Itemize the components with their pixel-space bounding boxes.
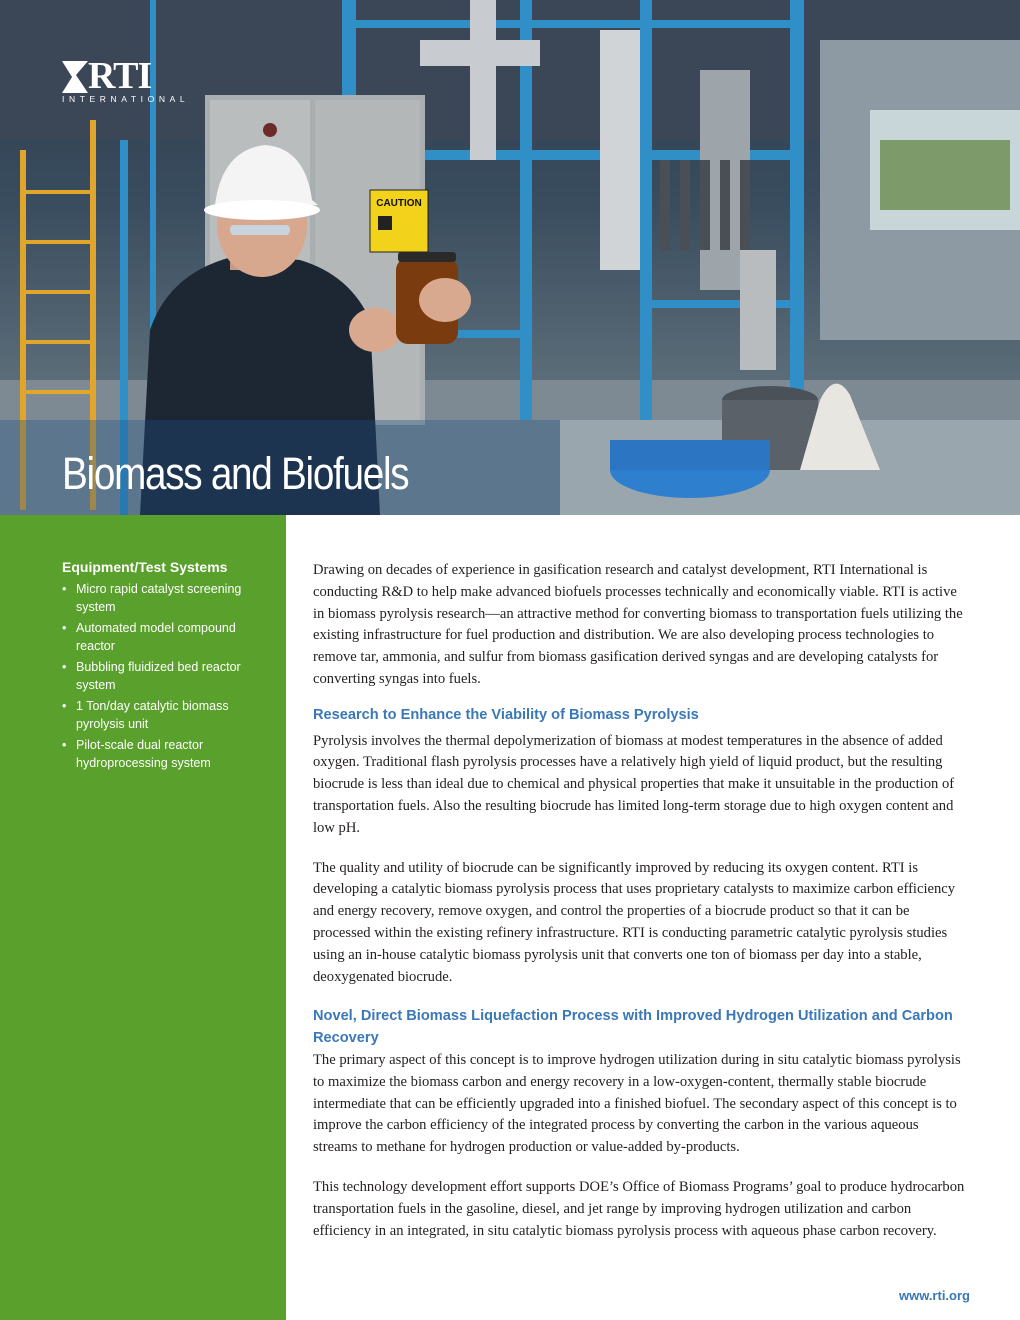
section1-heading: Research to Enhance the Viability of Biomass Pyrolysis	[313, 706, 699, 723]
logo-name: RTI	[88, 55, 152, 97]
hero-photo	[0, 0, 1020, 515]
section2-paragraph-1: The primary aspect of this concept is to improve hydrogen utilization during in situ catalytic biomass pyrolysis to maximize the biomass carbon and energy recovery in a low-oxygen-content, thermally stable biocrude intermediate that can be efficiently upgraded into a finished biofuel. The secondary aspect of this concept is to improve the carbon efficiency of the integrated process by converting the carbon in the various aqueous streams to methane for hydrogen production or value-added by-products.	[313, 1051, 961, 1156]
list-item	[62, 620, 272, 655]
sidebar-heading: Equipment/Test Systems	[62, 559, 228, 575]
bullet-icon: •	[62, 621, 67, 635]
list-item	[62, 659, 272, 694]
website-link[interactable]: www.rti.org	[898, 1288, 970, 1303]
main-content	[313, 560, 965, 1254]
section2-paragraph-2: This technology development effort supports DOE’s Office of Biomass Programs’ goal to produce hydrocarbon transportation fuels in the gasoline, diesel, and jet range by improving hydrogen utilization and carbon efficiency in an integrated, in situ catalytic biomass pyrolysis process with aqueous phase carbon recovery.	[313, 1178, 965, 1239]
bullet-icon: •	[62, 699, 67, 713]
list-item	[62, 737, 272, 772]
sidebar	[0, 515, 286, 1320]
rti-logo-mark-icon	[60, 59, 90, 95]
list-item-text: Micro rapid catalyst screening system	[76, 582, 242, 614]
intro-paragraph: Drawing on decades of experience in gasification research and catalyst development, RTI International is conducting R&D to help make advanced biofuels processes technically and economically viable. RTI is active in biomass pyrolysis research—an attractive method for converting biomass to transportation fuels utilizing the existing infrastructure for fuel production and distribution. We are also developing process technologies to remove tar, ammonia, and sulfur from biomass gasification derived syngas and are developing catalysts for converting syngas into fuels.	[313, 562, 963, 687]
list-item	[62, 581, 272, 616]
list-item-text: 1 Ton/day catalytic biomass pyrolysis unit	[76, 699, 229, 731]
rti-logo	[60, 55, 190, 106]
list-item	[62, 698, 272, 733]
bullet-icon: •	[62, 660, 67, 674]
list-item-text: Pilot-scale dual reactor hydroprocessing system	[76, 738, 211, 770]
bullet-icon: •	[62, 738, 67, 752]
list-item-text: Bubbling fluidized bed reactor system	[76, 660, 241, 692]
logo-subtitle: INTERNATIONAL	[62, 94, 190, 104]
section1-paragraph-1: Pyrolysis involves the thermal depolymerization of biomass at modest temperatures in the absence of added oxygen. Traditional flash pyrolysis processes have a relatively high yield of liquid product, but the resulting biocrude is less than ideal due to chemical and physical properties that make it unsuitable in the production of transportation fuels. Also the resulting biocrude has limited long-term storage due to high oxygen content and low pH.	[313, 732, 955, 836]
bullet-icon: •	[62, 582, 67, 596]
equipment-list	[62, 581, 272, 776]
section2-heading: Novel, Direct Biomass Liquefaction Process with Improved Hydrogen Utilization and Carbon Recovery	[313, 1008, 953, 1047]
section1-paragraph-2: The quality and utility of biocrude can be significantly improved by reducing its oxygen content. RTI is developing a catalytic biomass pyrolysis process that uses proprietary catalysts to maximize carbon efficiency and energy recovery, remove oxygen, and control the properties of a biocrude product so that it can be processed within the existing refinery infrastructure. RTI is conducting parametric catalytic pyrolysis studies using an in-house catalytic biomass pyrolysis unit that converts one ton of biomass per day into a stable, deoxygenated biocrude.	[313, 859, 956, 985]
list-item-text: Automated model compound reactor	[76, 621, 236, 653]
caution-sign: CAUTION	[376, 198, 422, 209]
page-title: Biomass and Biofuels	[62, 448, 409, 499]
